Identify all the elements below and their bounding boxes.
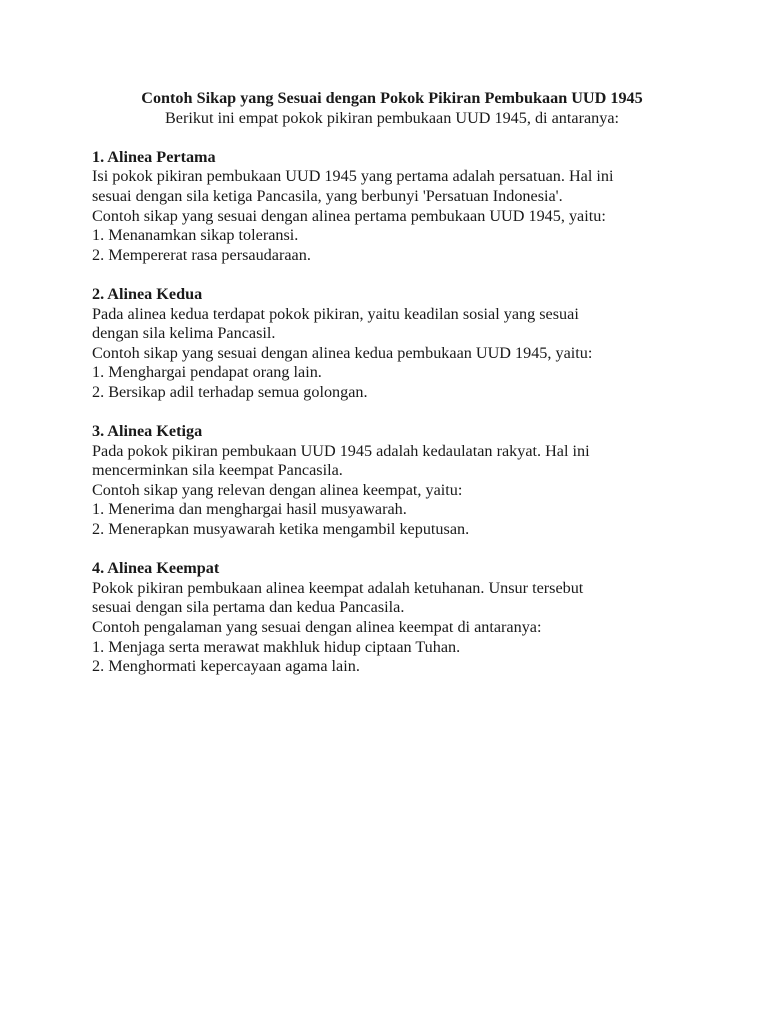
- paragraph-line: Contoh sikap yang sesuai dengan alinea kedua pembukaan UUD 1945, yaitu:: [92, 343, 593, 362]
- paragraph-line: sesuai dengan sila ketiga Pancasila, yang berbunyi 'Persatuan Indonesia'.: [92, 186, 563, 205]
- example-list: [92, 363, 692, 402]
- list-item: 1. Menanamkan sikap toleransi.: [92, 226, 299, 245]
- section-heading: 2. Alinea Kedua: [92, 284, 203, 303]
- spacer: [92, 128, 692, 148]
- section-alinea-pertama: [92, 148, 692, 266]
- section-alinea-keempat: [92, 559, 692, 677]
- example-list: [92, 226, 692, 265]
- section-heading: 4. Alinea Keempat: [92, 559, 220, 578]
- spacer: [92, 265, 692, 285]
- spacer: [92, 403, 692, 423]
- section-heading: 1. Alinea Pertama: [92, 147, 216, 166]
- paragraph-line: dengan sila kelima Pancasil.: [92, 324, 276, 343]
- paragraph-line: Pokok pikiran pembukaan alinea keempat adalah ketuhanan. Unsur tersebut: [92, 578, 584, 597]
- section-alinea-ketiga: [92, 422, 692, 540]
- spacer: [92, 540, 692, 560]
- paragraph-line: sesuai dengan sila pertama dan kedua Pancasila.: [92, 598, 405, 617]
- list-item: 2. Mempererat rasa persaudaraan.: [92, 245, 311, 264]
- section-heading: 3. Alinea Ketiga: [92, 422, 203, 441]
- paragraph-line: Contoh sikap yang sesuai dengan alinea pertama pembukaan UUD 1945, yaitu:: [92, 206, 606, 225]
- paragraph-line: Contoh sikap yang relevan dengan alinea keempat, yaitu:: [92, 480, 463, 499]
- paragraph-line: Contoh pengalaman yang sesuai dengan alinea keempat di antaranya:: [92, 618, 542, 637]
- example-list: [92, 638, 692, 677]
- list-item: 2. Menghormati kepercayaan agama lain.: [92, 657, 360, 676]
- document-intro: Berikut ini empat pokok pikiran pembukaan UUD 1945, di antaranya:: [164, 108, 620, 127]
- example-list: [92, 500, 692, 539]
- list-item: 2. Menerapkan musyawarah ketika mengambil keputusan.: [92, 520, 470, 539]
- list-item: 1. Menjaga serta merawat makhluk hidup ciptaan Tuhan.: [92, 637, 461, 656]
- paragraph-line: Isi pokok pikiran pembukaan UUD 1945 yang pertama adalah persatuan. Hal ini: [92, 167, 614, 186]
- document-title: Contoh Sikap yang Sesuai dengan Pokok Pikiran Pembukaan UUD 1945: [141, 89, 643, 107]
- document-page: [92, 89, 692, 677]
- list-item: 1. Menerima dan menghargai hasil musyawarah.: [92, 500, 407, 519]
- paragraph-line: Pada alinea kedua terdapat pokok pikiran, yaitu keadilan sosial yang sesuai: [92, 304, 579, 323]
- paragraph-line: mencerminkan sila keempat Pancasila.: [92, 461, 343, 480]
- section-alinea-kedua: [92, 285, 692, 403]
- list-item: 2. Bersikap adil terhadap semua golongan.: [92, 382, 368, 401]
- list-item: 1. Menghargai pendapat orang lain.: [92, 363, 322, 382]
- paragraph-line: Pada pokok pikiran pembukaan UUD 1945 adalah kedaulatan rakyat. Hal ini: [92, 441, 590, 460]
